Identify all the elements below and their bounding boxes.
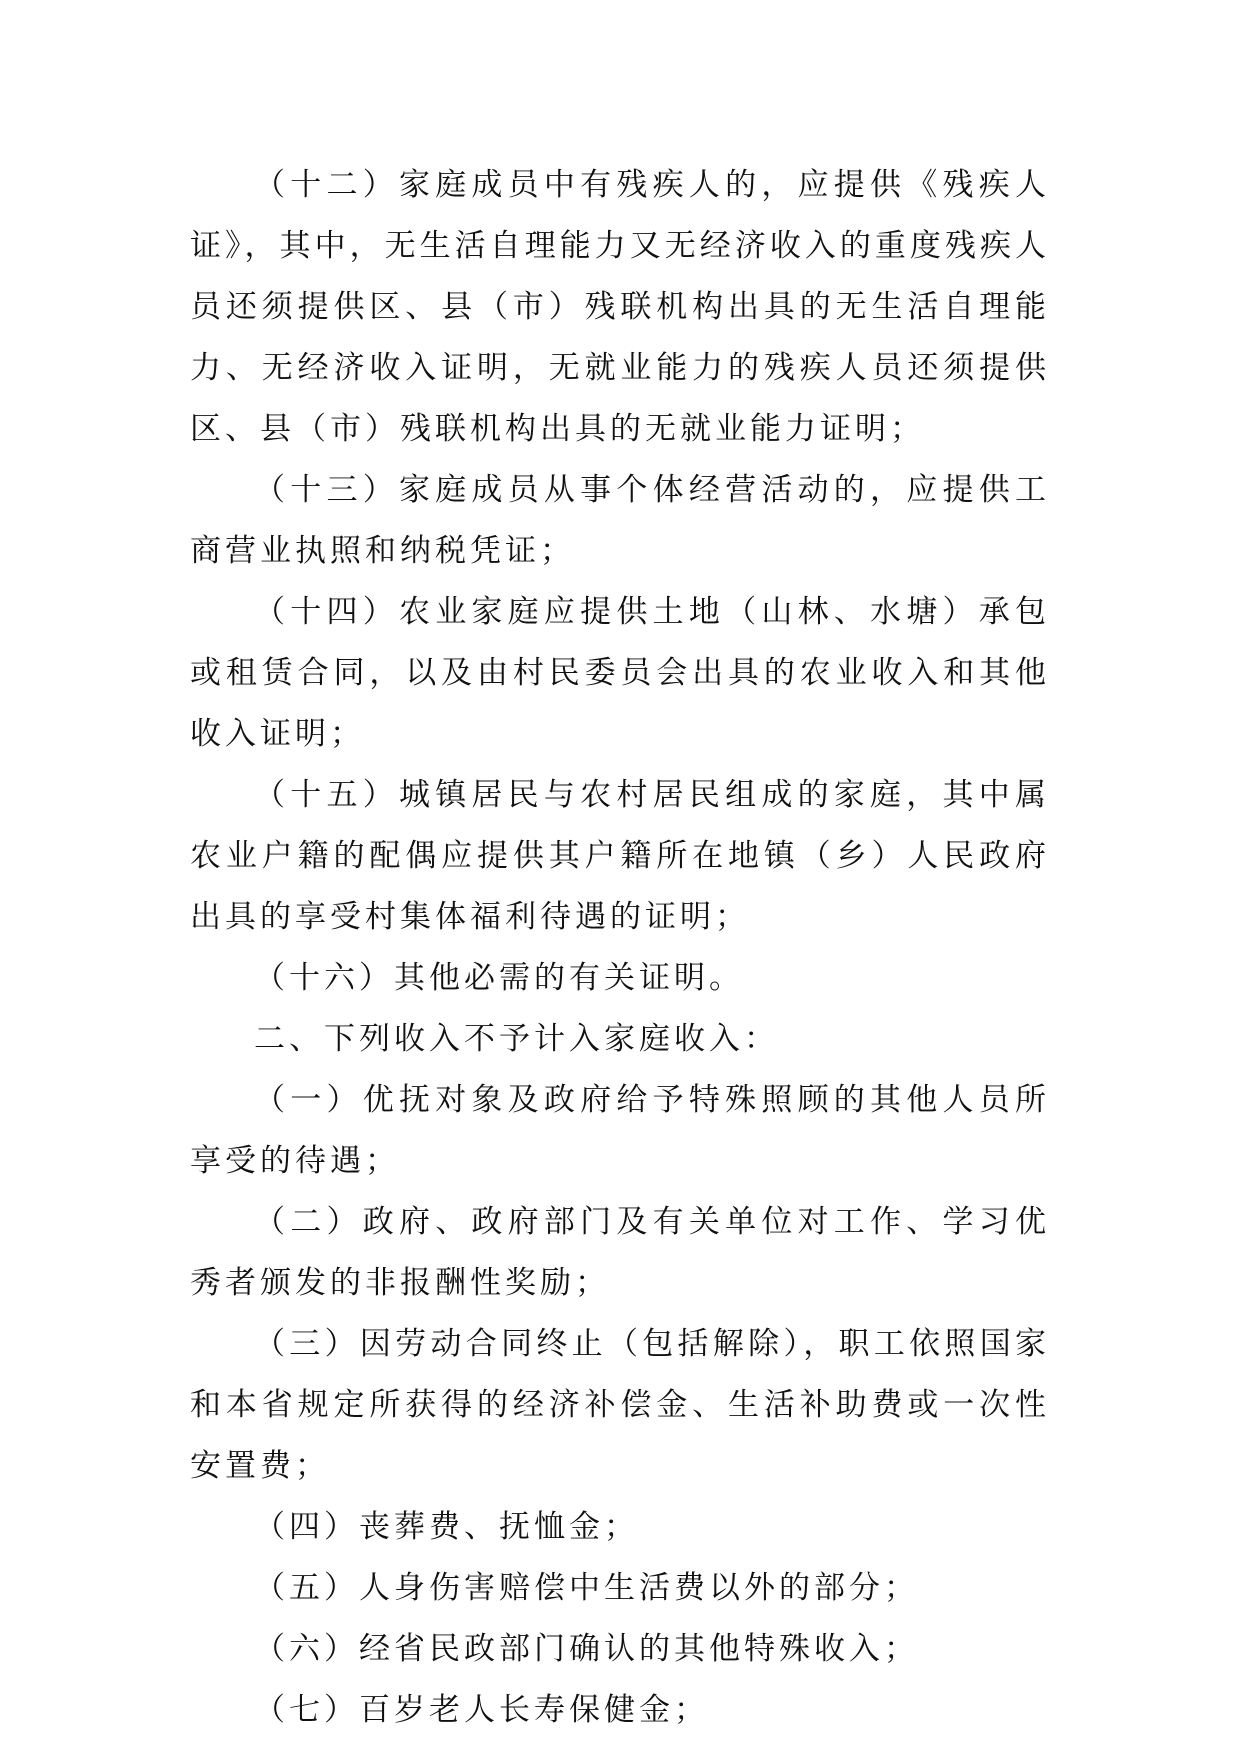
paragraph-item-16-other-certificates: （十六）其他必需的有关证明。: [254, 960, 744, 996]
paragraph-item-13-business-activities: （十三）家庭成员从事个体经营活动的，应提供工商营业执照和纳税凭证；: [190, 472, 1050, 569]
paragraph-excluded-3: （三）因劳动合同终止（包括解除），职工依照国家和本省规定所获得的经济补偿金、生活补助费或一次性安置费；: [190, 1326, 1050, 1484]
paragraph-excluded-2: （二）政府、政府部门及有关单位对工作、学习优秀者颁发的非报酬性奖励；: [190, 1204, 1050, 1301]
document-body: [190, 155, 1050, 1741]
paragraph-excluded-5: （五）人身伤害赔偿中生活费以外的部分；: [254, 1570, 919, 1606]
paragraph-excluded-6: （六）经省民政部门确认的其他特殊收入；: [254, 1631, 919, 1667]
paragraph-item-12-disabled-members: （十二）家庭成员中有残疾人的，应提供《残疾人证》，其中，无生活自理能力又无经济收入的重度残疾人员还须提供区、县（市）残联机构出具的无生活自理能力、无经济收入证明，无就业能力的残疾人员还须提供区、县（市）残联机构出具的无就业能力证明；: [190, 167, 1050, 447]
paragraph-item-15-mixed-households: （十五）城镇居民与农村居民组成的家庭，其中属农业户籍的配偶应提供其户籍所在地镇（乡）人民政府出具的享受村集体福利待遇的证明；: [190, 777, 1050, 935]
paragraph-item-14-agricultural-families: （十四）农业家庭应提供土地（山林、水塘）承包或租赁合同，以及由村民委员会出具的农业收入和其他收入证明；: [190, 594, 1050, 752]
section-heading-excluded-income: 二、下列收入不予计入家庭收入：: [254, 1021, 779, 1057]
paragraph-excluded-4: （四）丧葬费、抚恤金；: [254, 1509, 639, 1545]
paragraph-excluded-1: （一）优抚对象及政府给予特殊照顾的其他人员所享受的待遇；: [190, 1082, 1050, 1179]
paragraph-excluded-7: （七）百岁老人长寿保健金；: [254, 1692, 709, 1728]
